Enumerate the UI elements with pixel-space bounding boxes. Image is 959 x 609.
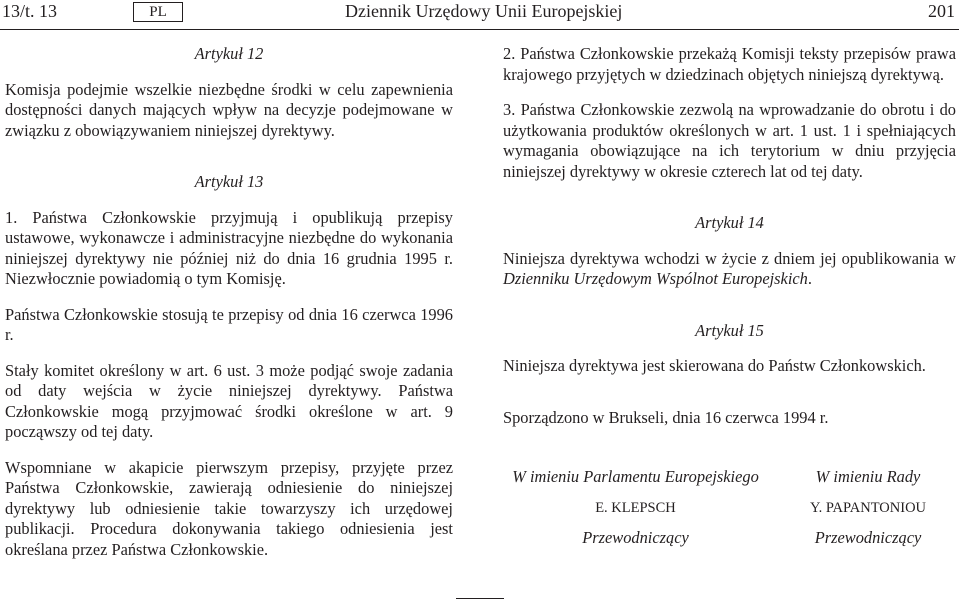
- left-column: [5, 44, 453, 560]
- footer-rule: [456, 598, 504, 599]
- signatory-name: Y. PAPANTONIOU: [809, 500, 927, 516]
- on-behalf-parliament: W imieniu Parlamentu Europejskiego: [512, 467, 759, 486]
- article-12-title: Artykuł 12: [194, 44, 264, 63]
- article-15-title: Artykuł 15: [695, 320, 764, 340]
- signature-parliament: [503, 467, 768, 548]
- language-badge: PL: [133, 2, 183, 22]
- article-13-paragraph-2: Państwa Członkowskie stosują te przepisy od dnia 16 czerwca 1996 r.: [5, 304, 453, 344]
- signatory-name: E. KLEPSCH: [595, 500, 676, 516]
- right-column: [503, 44, 956, 428]
- article-13-paragraph-1: 1. Państwa Członkowskie przyjmują i opublikują przepisy ustawowe, wykonawcze i administracyjne niezbędne do wykonania niniejszej dyrektywy nie później niż do dnia 16 grudnia 1995 r. Niezwłocznie powiadomią o tym Komisję.: [5, 207, 453, 288]
- journal-title: Dziennik Urzędowy Unii Europejskiej: [345, 1, 623, 21]
- issue-number: 13/t. 13: [2, 1, 58, 21]
- article-12-text: Komisja podejmie wszelkie niezbędne środki w celu zapewnienia dostępności danych mających wpływ na decyzje podejmowane w związku z obowiązywaniem niniejszej dyrektywy.: [5, 79, 453, 140]
- article-13-paragraph-2-right: 2. Państwa Członkowskie przekażą Komisji teksty przepisów prawa krajowego przyjętych w dziedzinach objętych niniejszą dyrektywą.: [503, 44, 956, 84]
- article-13-paragraph-3: Stały komitet określony w art. 6 ust. 3 może podjąć swoje zadania od daty wejścia w życie niniejszej dyrektywy. Państwa Członkowskie mogą przyjmować środki określone w art. 9 począwszy od tej daty.: [5, 360, 453, 441]
- signature-council: [778, 467, 958, 548]
- page-number: 201: [928, 1, 955, 21]
- page-header: [0, 0, 959, 30]
- article-14-title: Artykuł 14: [695, 213, 764, 232]
- signatory-role: Przewodniczący: [582, 528, 689, 547]
- article-15-text: Niniejsza dyrektywa jest skierowana do Państw Członkowskich.: [503, 356, 926, 375]
- header-rule: [0, 29, 959, 30]
- article-13-paragraph-4: Wspomniane w akapicie pierwszym przepisy, przyjęte przez Państwa Członkowskie, zawierają odniesienie do niniejszej dyrektywy lub odniesienie takie towarzyszy ich urzędowej publikacji. Procedura dokonywania takiego odniesienia jest określana przez Państwa Członkowskie.: [5, 457, 453, 559]
- article-13-paragraph-3-right: 3. Państwa Członkowskie zezwolą na wprowadzanie do obrotu i do użytkowania produktów określonych w art. 1 ust. 1 i spełniających wymagania obowiązujące na ich terytorium w dniu przyjęcia niniejszej dyrektywy w okresie czterech lat od tej daty.: [503, 100, 956, 181]
- article-14-text: Niniejsza dyrektywa wchodzi w życie z dniem jej opublikowania w Dzienniku Urzędowym Wspólnot Europejskich.: [503, 248, 956, 288]
- article-13-title: Artykuł 13: [194, 172, 264, 191]
- signatory-role: Przewodniczący: [814, 528, 922, 547]
- on-behalf-council: W imieniu Rady: [815, 467, 921, 486]
- done-at: Sporządzono w Brukseli, dnia 16 czerwca 1994 r.: [503, 407, 829, 427]
- journal-name: Dzienniku Urzędowym Wspólnot Europejskich: [503, 269, 808, 288]
